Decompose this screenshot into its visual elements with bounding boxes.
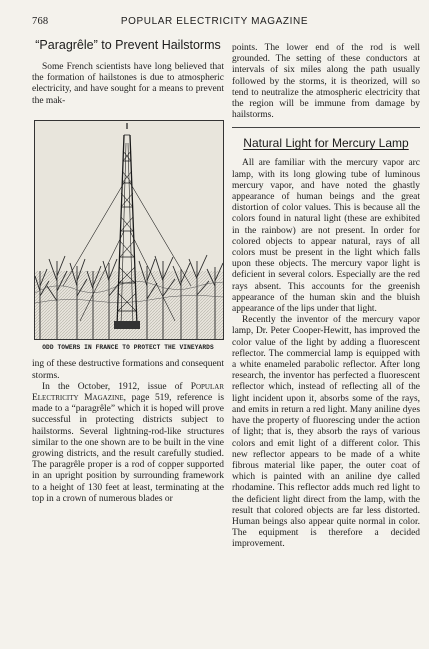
running-header xyxy=(0,15,429,29)
tower-photograph xyxy=(34,120,224,340)
left-column xyxy=(32,34,224,505)
paragrele-paragraph-2: In the October, 1912, issue of Popular Electricity Magazine, page 519, reference is made to a “paragrêle” which it is hoped will prove successful in protecting districts subject to hailstorms. Several lightning-rod-like structures similar to the one shown are to be built in the vine growing districts, and the result carefully studied. The paragrêle proper is a rod of copper supported in an upright position by surrounding framework to a height of 130 feet at least, terminating at the top in a crown of numerous blades or xyxy=(32,381,224,504)
paragrele-continuation: points. The lower end of the rod is well grounded. The setting of these conductors at intervals of six miles along the path usually followed by the storms, it is theorized, will so tend to neutralize the atmospheric electricity that the region will be immune from damage by hailstorms. xyxy=(232,43,420,121)
mercury-paragraph-2: Recently the inventor of the mercury vapor lamp, Dr. Peter Cooper-Hewitt, has improved the color value of the light by adding a fluorescent reflector. The commercial lamp is equipped with a white enameled parabolic reflector. After long research, the inventor has perfected a fluorescent reflector which, instead of reflecting all of the light incident upon it, absorbs some of the rays, and emits in return a red light. Many aniline dyes have the property of fluorescing under the action of light; that is, they absorb the rays of various colors and emit light of a different color. This new reflector appears to be made of a white fibrous material like paper, the outer coat of which is painted with an aniline dye called rhodamine. This reflector adds much red light to the deficient light direct from the lamp, with the result that colored objects are far less distorted. Human beings also appear quite normal in color. The equipment is therefore a decided improvement. xyxy=(232,315,420,550)
article-title-mercury-lamp: Natural Light for Mercury Lamp xyxy=(243,136,409,151)
paragrele-paragraph-1-continued: ing of these destructive formations and consequent storms. xyxy=(32,359,224,381)
paragrele-paragraph-1: Some French scientists have long believed that the formation of hailstones is due to atmospheric electricity, and have sought for a means to prevent the mak- xyxy=(32,62,224,106)
right-column xyxy=(232,43,420,551)
tower-base xyxy=(114,321,140,329)
page-number: 768 xyxy=(32,16,49,27)
tower-illustration xyxy=(35,121,223,339)
article-divider xyxy=(232,127,420,128)
mercury-paragraph-1: All are familiar with the mercury vapor arc lamp, with its long glowing tube of luminous mercury vapor, and have noted the ghastly appearance of human beings and the great distortion of color values. This is because all the colors found in natural light (these are exhibited in the rainbow) are not present. In order for colored objects to appear natural, rays of all colors must be present in the light which falls upon these objects. The mercury vapor light is deficient in several colors. Especially are the red rays absent. This accounts for the greenish appearance of the human skin and the bluish appearance of the lips under that light. xyxy=(232,158,420,315)
article-title-paragrele: “Paragrêle” to Prevent Hailstorms xyxy=(35,38,221,52)
magazine-name-smallcaps: Popular Electricity Magazine xyxy=(32,381,224,403)
figure-caption: ODD TOWERS IN FRANCE TO PROTECT THE VINEYARDS xyxy=(42,343,214,351)
magazine-title: POPULAR ELECTRICITY MAGAZINE xyxy=(120,16,309,27)
